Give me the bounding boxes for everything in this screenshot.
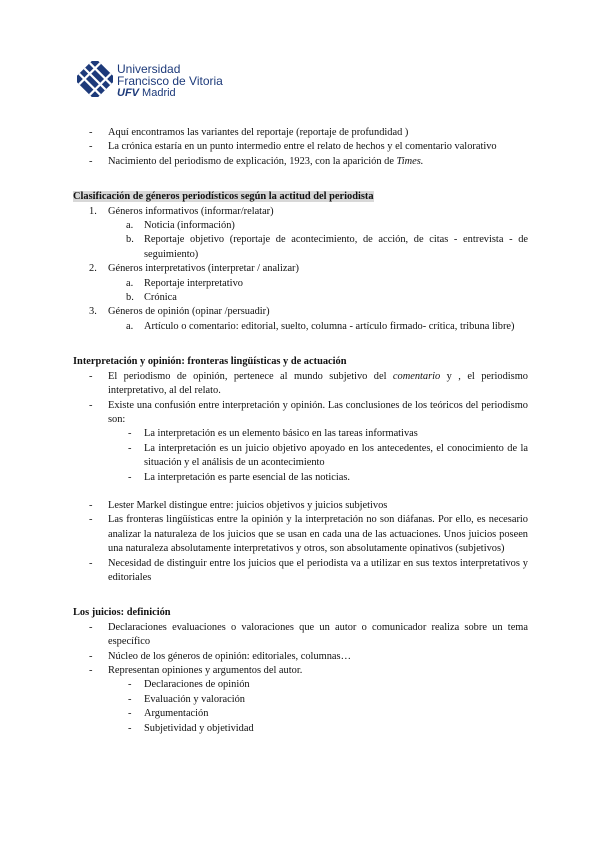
list-item: 1. Géneros informativos (informar/relatar) [89,205,274,217]
logo-line-3: UFV Madrid [117,87,176,99]
list-item: 3. Géneros de opinión (opinar /persuadir) [89,306,270,318]
list-item: - Lester Markel distingue entre: juicios objetivos y juicios subjetivos [89,499,388,511]
sub-list-item: - Subjetividad y objetividad [128,722,254,734]
sub-list-item: a. Noticia (información) [126,220,235,232]
sub-list-item: - La interpretación es un juicio objetivo apoyado en los antecedentes, el conocimiento de la situación y el análisis de un acontecimiento [128,442,528,469]
section-heading: Clasificación de géneros periodísticos según la actitud del periodista [73,191,374,203]
list-item: - Declaraciones evaluaciones o valoraciones que un autor o comunicador realiza sobre un tema específico [89,621,528,648]
list-item: - Las fronteras lingüísticas entre la opinión y la interpretación no son diáfanas. Por ello, es necesario analizar la naturaleza de los juicios que se usan en cada una de las actuaciones. Unos juicios poseen una naturaleza absolutamente interpretativos y otros, son absolutamente opinativos (subjetivos) [89,514,528,555]
sub-list-item: - Evaluación y valoración [128,693,245,705]
sub-list-item: b. Crónica [126,292,177,304]
sub-list-item: a. Artículo o comentario: editorial, suelto, columna - artículo firmado- crítica, tribuna libre) [126,320,515,332]
list-item: - Necesidad de distinguir entre los juicios que el periodista va a utilizar en sus textos interpretativos y editoriales [89,557,528,583]
sub-list-item: - La interpretación es un elemento básico en las tareas informativas [128,428,418,440]
list-item: - Núcleo de los géneros de opinión: editoriales, columnas… [89,650,351,662]
logo-line-2: Francisco de Vitoria [117,74,223,88]
sub-list-item: - Declaraciones de opinión [128,679,250,691]
list-item: 2. Géneros interpretativos (interpretar / analizar) [89,263,299,275]
list-item: - Representan opiniones y argumentos del autor. [89,665,303,676]
sub-list-item: - La interpretación es parte esencial de las noticias. [128,471,350,483]
list-item: - El periodismo de opinión, pertenece al mundo subjetivo del comentario y , el periodismo interpretativo, al del relato. [89,370,528,397]
sub-list-item: - Argumentación [128,708,209,720]
section-heading: Los juicios: definición [73,607,171,619]
ufv-emblem-icon [77,61,113,97]
section-heading: Interpretación y opinión: fronteras lingüísticas y de actuación [73,356,347,368]
sub-list-item: a. Reportaje interpretativo [126,277,243,289]
list-item: - Nacimiento del periodismo de explicación, 1923, con la aparición de Times. [89,155,424,167]
sub-list-item: b. Reportaje objetivo (reportaje de acontecimiento, de acción, de citas - entrevista - de seguimiento) [126,234,528,260]
document-body [73,126,528,736]
logo-line-1: Universidad [117,62,181,76]
list-item: - Existe una confusión entre interpretación y opinión. Las conclusiones de los teóricos del periodismo son: [89,399,528,425]
list-item: - La crónica estaría en un punto intermedio entre el relato de hechos y el comentario valorativo [89,141,497,153]
list-item: - Aquí encontramos las variantes del reportaje (reportaje de profundidad ) [89,127,409,138]
ufv-logo [77,61,237,105]
